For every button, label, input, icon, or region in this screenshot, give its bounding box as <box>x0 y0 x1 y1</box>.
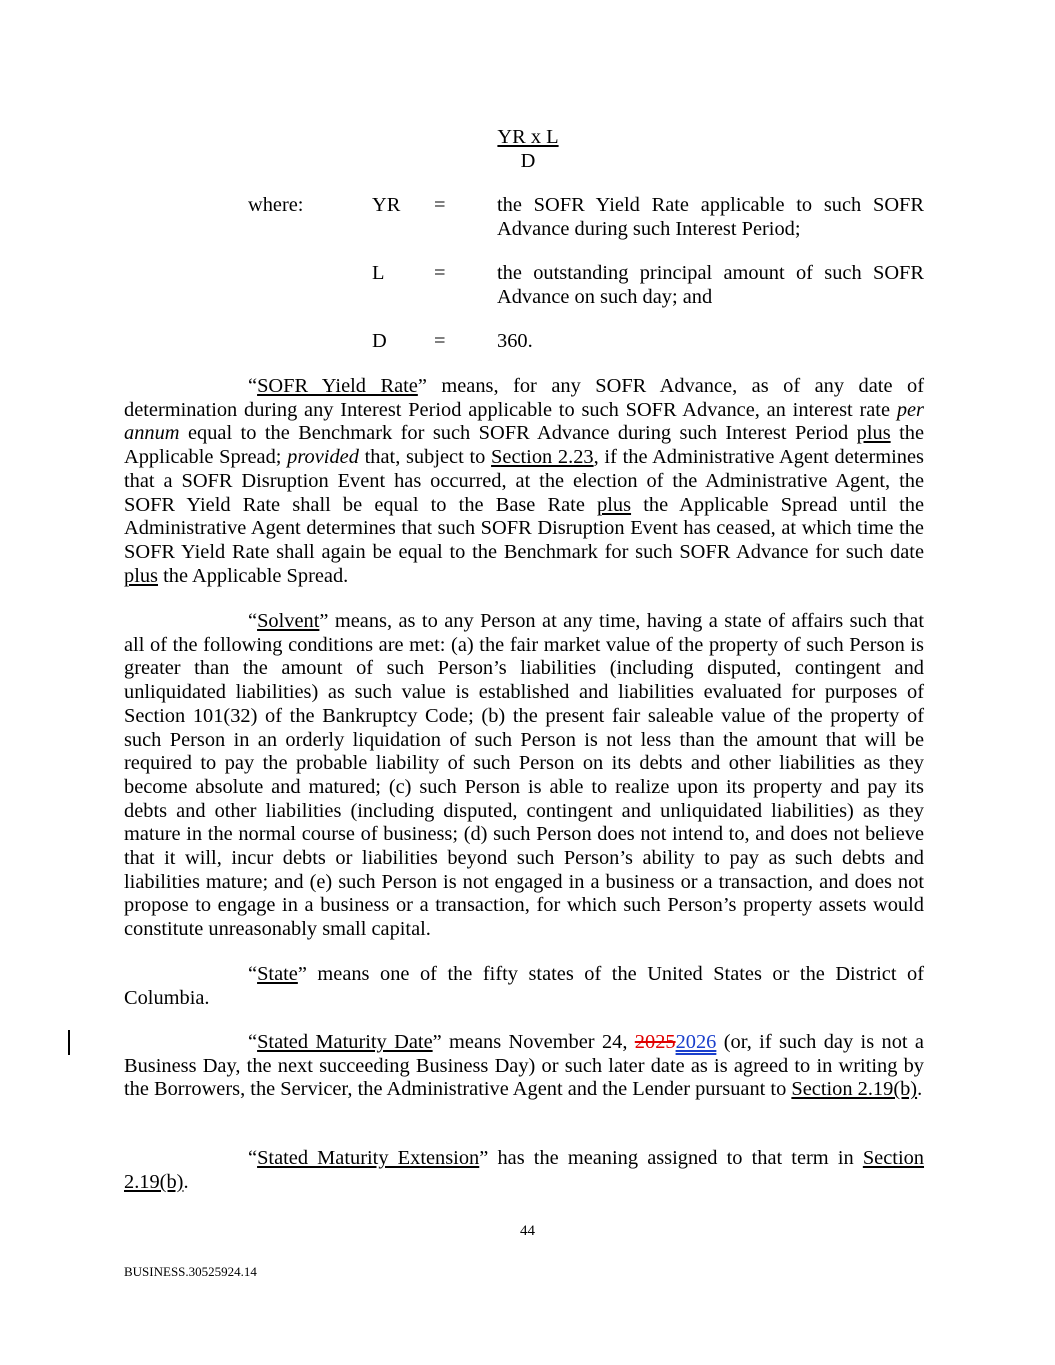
text-segment: “ <box>248 375 258 397</box>
text-segment: the Applicable Spread until the Administrative Agent determines that such SOFR Disruption Event has ceased, at which time the SOFR Yield Rate shall again be equal to the Benchmark for such SOFR Advance for such date <box>124 493 924 563</box>
text-segment: . <box>183 1170 189 1193</box>
text-segment: ” means November 24, <box>432 1031 635 1053</box>
def-var-yr: YR <box>372 194 401 216</box>
inserted-text: 2026 <box>675 1031 717 1053</box>
text-segment: equal to the Benchmark for such SOFR Advance during such Interest Period <box>179 422 857 445</box>
defined-term-or-reference: State <box>257 963 298 985</box>
paragraph-stated-maturity-date <box>124 1031 924 1102</box>
def-text-yr: the SOFR Yield Rate applicable to such SOFR Advance during such Interest Period; <box>497 194 924 240</box>
defined-term-or-reference: SOFR Yield Rate <box>257 375 418 397</box>
text-segment: ” means, as to any Person at any time, having a state of affairs such that all of the following conditions are met: (a) the fair market value of the property of such Person is greater than the amount of such Person’s liabilities (including disputed, contingent and unliquidated liabilities) as such value is established and liabilities evaluated for purposes of Section 101(32) of the Bankruptcy Code; (b) the present fair saleable value of the property of such Person in an orderly liquidation of such Person is not less than the amount that will be required to pay the probable liability of such Person on its debts and other liabilities as they become absolute and matured; (c) such Person is able to realize upon its property and pay its debts and other liabilities (including disputed, contingent and unliquidated liabilities) as they mature in the normal course of business; (d) such Person does not intend to, and does not believe that it will, incur debts or liabilities beyond such Person’s ability to pay as such debts and liabilities mature; and (e) such Person is not engaged in a business or a transaction, and does not propose to engage in a business or a transaction, for which such Person’s property assets would constitute unreasonably small capital. <box>124 610 924 941</box>
paragraph-stated-maturity-extension <box>124 1147 924 1194</box>
paragraph-sofr-yield-rate <box>124 375 924 588</box>
paragraph-state <box>124 963 924 1010</box>
defined-term-or-reference: Section 2.19(b) <box>124 1147 925 1193</box>
defined-term-or-reference: plus <box>124 564 158 587</box>
paragraph-solvent <box>124 610 924 942</box>
text-segment: “ <box>248 610 258 632</box>
change-bar <box>68 1030 70 1055</box>
text-segment: “ <box>248 1147 258 1169</box>
defined-term-or-reference: plus <box>597 493 632 516</box>
def-eq: = <box>434 194 446 216</box>
text-segment: per annum <box>124 398 924 445</box>
document-id-footer: BUSINESS.30525924.14 <box>124 1264 257 1279</box>
defined-term-or-reference: Solvent <box>257 610 320 632</box>
text-segment: that, subject to <box>358 446 492 469</box>
text-segment: the Applicable Spread; <box>124 422 924 469</box>
formula-denominator: D <box>520 149 536 172</box>
formula <box>497 126 559 173</box>
text-segment: ” has the meaning assigned to that term in <box>479 1147 863 1169</box>
deleted-text: 2025 <box>634 1031 676 1053</box>
text-segment: “ <box>248 1031 258 1053</box>
text-segment: , if the Administrative Agent determines that a SOFR Disruption Event has occurred, at the election of the Administrative Agent, the SOFR Yield Rate shall be equal to the Base Rate <box>124 446 924 516</box>
text-segment: provided <box>287 446 359 469</box>
text-segment: . <box>917 1078 923 1101</box>
defined-term-or-reference: Stated Maturity Date <box>257 1031 433 1053</box>
where-label: where: <box>248 194 304 216</box>
def-var-l: L <box>372 262 385 284</box>
defined-term-or-reference: Stated Maturity Extension <box>257 1147 480 1169</box>
page-number: 44 <box>520 1223 535 1239</box>
def-eq: = <box>434 262 446 284</box>
defined-term-or-reference: plus <box>856 422 891 445</box>
text-segment: ” means one of the fifty states of the United States or the District of Columbia. <box>124 963 924 1009</box>
def-eq: = <box>434 330 446 352</box>
text-segment: ” means, for any SOFR Advance, as of any date of determination during any Interest Period applicable to such SOFR Advance, an interest rate <box>124 375 924 421</box>
text-segment: “ <box>248 963 258 985</box>
def-text-d: 360. <box>497 330 533 352</box>
def-text-l: the outstanding principal amount of such SOFR Advance on such day; and <box>497 262 924 308</box>
text-segment: (or, if such day is not a Business Day, the next succeeding Business Day) or such later date as is agreed to in writing by the Borrowers, the Servicer, the Administrative Agent and the Lender pursuant to <box>124 1031 924 1101</box>
def-var-d: D <box>372 330 387 352</box>
defined-term-or-reference: Section 2.19(b) <box>791 1078 918 1101</box>
defined-term-or-reference: Section 2.23 <box>491 446 594 469</box>
text-segment: the Applicable Spread. <box>158 564 349 587</box>
formula-numerator: YR x L <box>497 126 559 148</box>
